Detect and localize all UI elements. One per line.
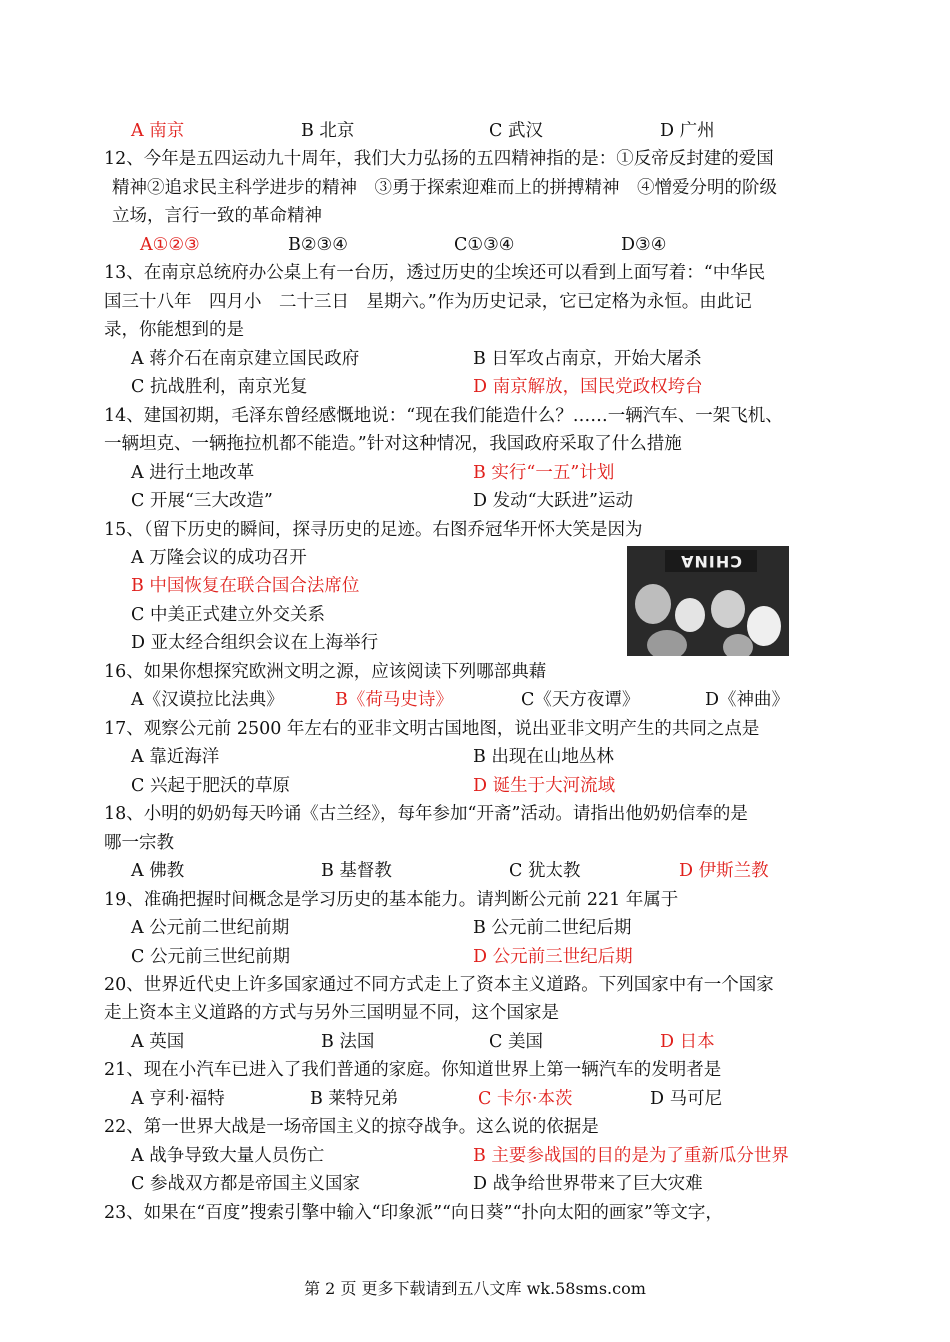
q14-opts-1-option-0: A 进行土地改革 — [131, 463, 255, 483]
q19-opts-1-option-0: A 公元前二世纪前期 — [131, 918, 290, 938]
q11-opts-option-1: B 北京 — [301, 121, 355, 141]
q20-opts-option-3: D 日本 — [660, 1032, 715, 1052]
q13-l2: 国三十八年 四月小 二十三日 星期六。”作为历史记录，它已定格为永恒。由此记 — [104, 292, 752, 312]
q14-opts-2-option-1: D 发动“大跃进”运动 — [473, 491, 633, 511]
q20-l2: 走上资本主义道路的方式与另外三国明显不同，这个国家是 — [104, 1003, 559, 1023]
q13-l3: 录，你能想到的是 — [104, 320, 244, 340]
q15-l1: 15、（留下历史的瞬间，探寻历史的足迹。右图乔冠华开怀大笑是因为 — [104, 520, 643, 540]
q13-l1: 13、在南京总统府办公桌上有一台历，透过历史的尘埃还可以看到上面写着：“中华民 — [104, 263, 766, 283]
q15-c-option-0: C 中美正式建立外交关系 — [131, 605, 325, 625]
q19-opts-2-option-1: D 公元前三世纪后期 — [473, 947, 633, 967]
q15-a-option-0: A 万隆会议的成功召开 — [131, 548, 307, 568]
q12-l3: 立场，言行一致的革命精神 — [112, 206, 322, 226]
q21-opts-option-0: A 亨利·福特 — [131, 1089, 225, 1109]
qiao-guanhua-photo — [627, 546, 789, 656]
q14-l2: 一辆坦克、一辆拖拉机都不能造。”针对这种情况，我国政府采取了什么措施 — [104, 434, 682, 454]
q19-opts-1-option-1: B 公元前二世纪后期 — [473, 918, 632, 938]
q13-opts-2-option-0: C 抗战胜利，南京光复 — [131, 377, 308, 397]
q16-opts-option-2: C《天方夜谭》 — [521, 690, 640, 710]
china-sign: CHINA — [665, 550, 757, 572]
q22-opts-1-option-1: B 主要参战国的目的是为了重新瓜分世界 — [473, 1146, 789, 1166]
q13-opts-1-option-0: A 蒋介石在南京建立国民政府 — [131, 349, 360, 369]
q19-opts-2-option-0: C 公元前三世纪前期 — [131, 947, 290, 967]
page-footer: 第 2 页 更多下载请到五八文库 wk.58sms.com — [304, 1279, 646, 1298]
q13-opts-2-option-1: D 南京解放，国民党政权垮台 — [473, 377, 703, 397]
q22-opts-1-option-0: A 战争导致大量人员伤亡 — [131, 1146, 325, 1166]
q12-opts-option-0: A①②③ — [140, 235, 200, 255]
q22-opts-2-option-1: D 战争给世界带来了巨大灾难 — [473, 1174, 703, 1194]
q17-opts-1-option-1: B 出现在山地丛林 — [473, 747, 614, 767]
q14-opts-2-option-0: C 开展“三大改造” — [131, 491, 273, 511]
q17-l1: 17、观察公元前 2500 年左右的亚非文明古国地图，说出亚非文明产生的共同之点是 — [104, 719, 760, 739]
q16-opts-option-0: A《汉谟拉比法典》 — [131, 690, 284, 710]
q20-opts-option-0: A 英国 — [131, 1032, 185, 1052]
q11-opts-option-2: C 武汉 — [489, 121, 543, 141]
q20-l1: 20、世界近代史上许多国家通过不同方式走上了资本主义道路。下列国家中有一个国家 — [104, 975, 774, 995]
q17-opts-2-option-1: D 诞生于大河流域 — [473, 776, 616, 796]
q17-opts-2-option-0: C 兴起于肥沃的草原 — [131, 776, 290, 796]
q18-opts-option-3: D 伊斯兰教 — [679, 861, 769, 881]
q20-opts-option-2: C 美国 — [489, 1032, 543, 1052]
q21-opts-option-2: C 卡尔·本茨 — [478, 1089, 573, 1109]
q14-opts-1-option-1: B 实行“一五”计划 — [473, 463, 615, 483]
q15-d-option-0: D 亚太经合组织会议在上海举行 — [131, 633, 379, 653]
q16-l1: 16、如果你想探究欧洲文明之源，应该阅读下列哪部典藉 — [104, 662, 547, 682]
q22-l1: 22、第一世界大战是一场帝国主义的掠夺战争。这么说的依据是 — [104, 1117, 599, 1137]
photo-figure — [647, 630, 687, 656]
q18-l2: 哪一宗教 — [104, 833, 174, 853]
q20-opts-option-1: B 法国 — [321, 1032, 375, 1052]
q23-l1: 23、如果在“百度”搜索引擎中输入“印象派”“向日葵”“扑向太阳的画家”等文字， — [104, 1203, 723, 1223]
q18-l1: 18、小明的奶奶每天吟诵《古兰经》，每年参加“开斋”活动。请指出他奶奶信奉的是 — [104, 804, 748, 824]
q21-opts-option-3: D 马可尼 — [650, 1089, 723, 1109]
q13-opts-1-option-1: B 日军攻占南京，开始大屠杀 — [473, 349, 702, 369]
q12-opts-option-3: D③④ — [621, 235, 667, 255]
q11-opts-option-3: D 广州 — [660, 121, 715, 141]
photo-figure — [675, 598, 705, 632]
q15-b-option-0: B 中国恢复在联合国合法席位 — [131, 576, 360, 596]
q17-opts-1-option-0: A 靠近海洋 — [131, 747, 220, 767]
photo-figure — [635, 584, 671, 624]
q12-l1: 12、今年是五四运动九十周年，我们大力弘扬的五四精神指的是：①反帝反封建的爱国 — [104, 149, 774, 169]
photo-figure — [747, 606, 781, 646]
q11-opts-option-0: A 南京 — [131, 121, 185, 141]
q12-l2: 精神②追求民主科学进步的精神 ③勇于探索迎难而上的拼搏精神 ④憎爱分明的阶级 — [112, 178, 777, 198]
photo-figure — [723, 634, 753, 656]
q16-opts-option-3: D《神曲》 — [705, 690, 790, 710]
q22-opts-2-option-0: C 参战双方都是帝国主义国家 — [131, 1174, 360, 1194]
q16-opts-option-1: B《荷马史诗》 — [335, 690, 453, 710]
q18-opts-option-2: C 犹太教 — [509, 861, 581, 881]
q19-l1: 19、准确把握时间概念是学习历史的基本能力。请判断公元前 221 年属于 — [104, 890, 679, 910]
q21-l1: 21、现在小汽车已进入了我们普通的家庭。你知道世界上第一辆汽车的发明者是 — [104, 1060, 722, 1080]
q18-opts-option-0: A 佛教 — [131, 861, 185, 881]
q12-opts-option-1: B②③④ — [288, 235, 348, 255]
photo-figure — [711, 590, 745, 628]
q21-opts-option-1: B 莱特兄弟 — [310, 1089, 399, 1109]
q14-l1: 14、建国初期，毛泽东曾经感慨地说：“现在我们能造什么？……一辆汽车、一架飞机、 — [104, 406, 783, 426]
q18-opts-option-1: B 基督教 — [321, 861, 392, 881]
q12-opts-option-2: C①③④ — [454, 235, 515, 255]
